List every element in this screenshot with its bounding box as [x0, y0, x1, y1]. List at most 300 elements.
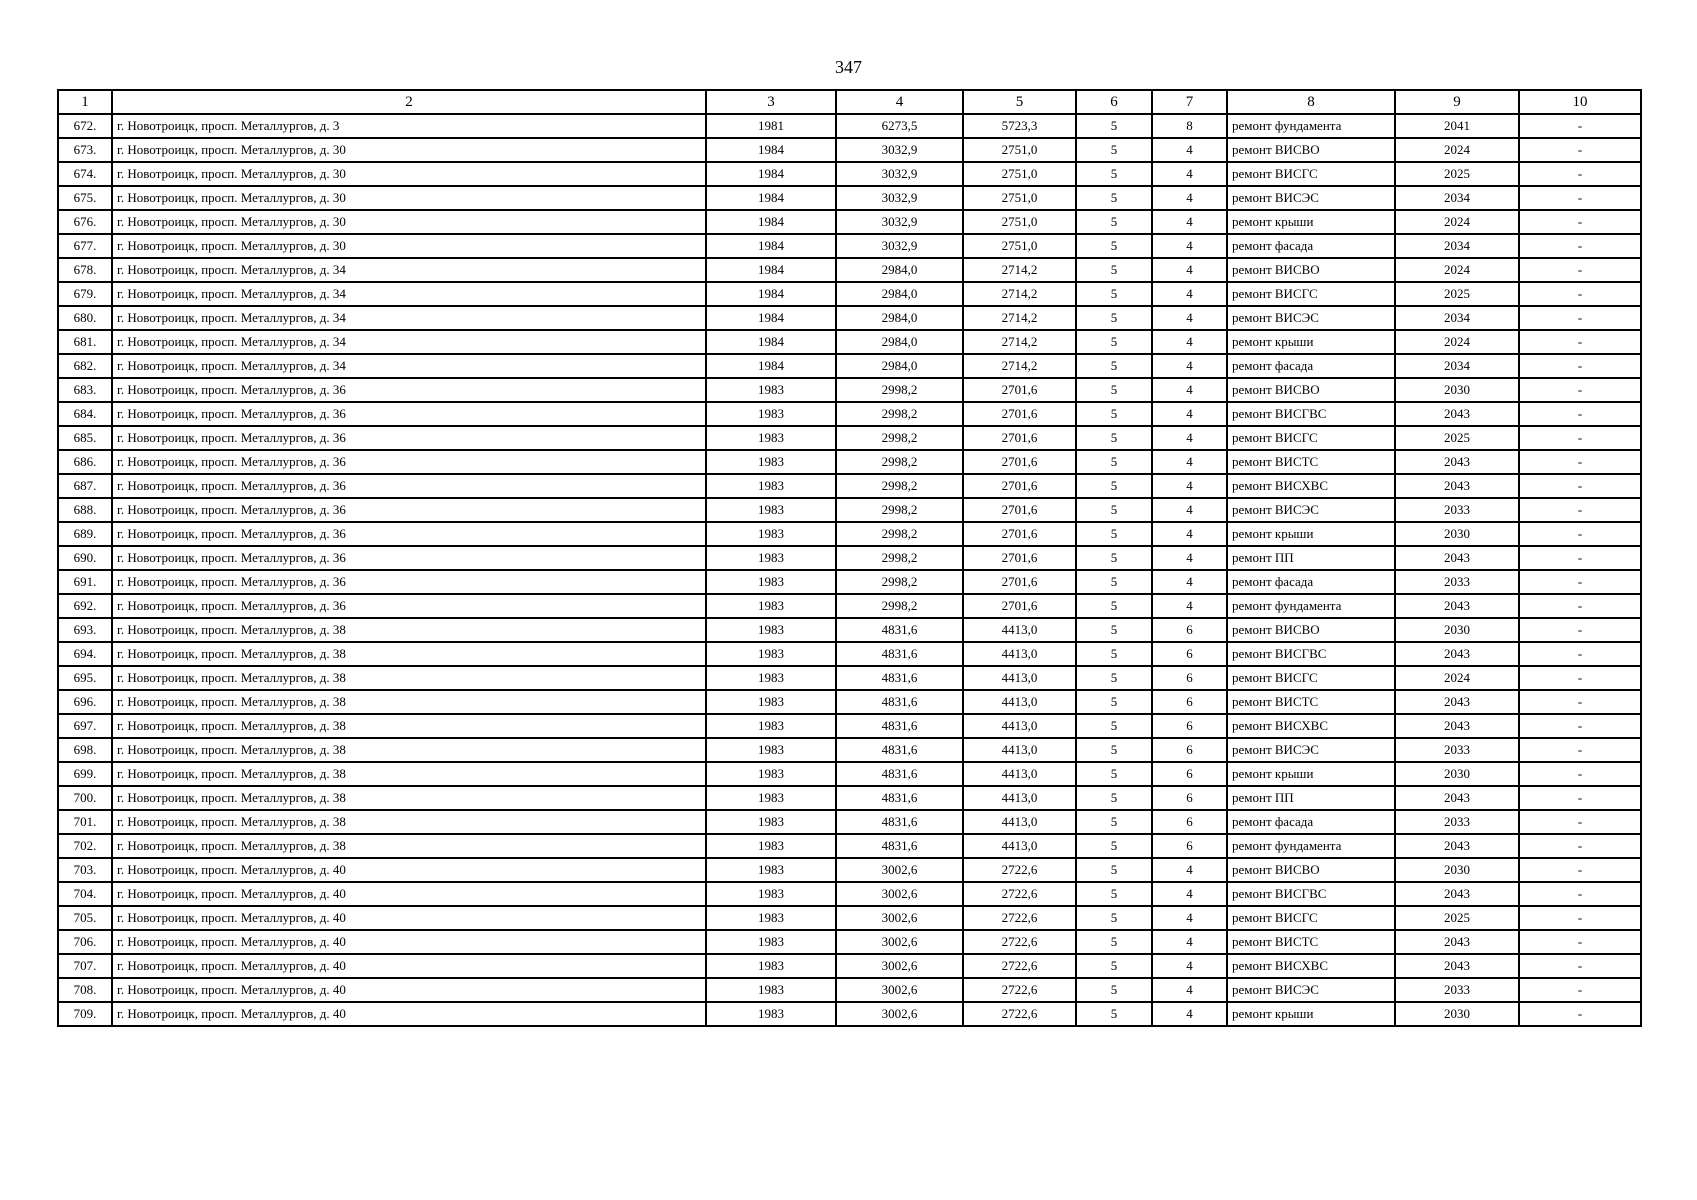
planned-year-cell: 2025	[1395, 162, 1519, 186]
year-built-cell: 1983	[706, 450, 836, 474]
address-cell: г. Новотроицк, просп. Металлургов, д. 38	[112, 642, 706, 666]
table-row	[58, 858, 1641, 882]
entrances-cell: 6	[1152, 666, 1227, 690]
row-number-cell: 708.	[58, 978, 112, 1002]
address-cell: г. Новотроицк, просп. Металлургов, д. 36	[112, 522, 706, 546]
row-number-cell: 698.	[58, 738, 112, 762]
living-area-cell: 2714,2	[963, 330, 1076, 354]
planned-year-cell: 2025	[1395, 426, 1519, 450]
living-area-cell: 2714,2	[963, 306, 1076, 330]
year-built-cell: 1984	[706, 210, 836, 234]
table-row	[58, 354, 1641, 378]
extra-cell: -	[1519, 234, 1641, 258]
total-area-cell: 4831,6	[836, 786, 963, 810]
work-type-cell: ремонт фундамента	[1227, 594, 1395, 618]
column-header-1: 1	[58, 90, 112, 114]
row-number-cell: 707.	[58, 954, 112, 978]
planned-year-cell: 2043	[1395, 834, 1519, 858]
extra-cell: -	[1519, 954, 1641, 978]
year-built-cell: 1983	[706, 858, 836, 882]
total-area-cell: 4831,6	[836, 762, 963, 786]
extra-cell: -	[1519, 810, 1641, 834]
row-number-cell: 688.	[58, 498, 112, 522]
extra-cell: -	[1519, 138, 1641, 162]
row-number-cell: 694.	[58, 642, 112, 666]
extra-cell: -	[1519, 834, 1641, 858]
living-area-cell: 4413,0	[963, 786, 1076, 810]
address-cell: г. Новотроицк, просп. Металлургов, д. 38	[112, 834, 706, 858]
floors-cell: 5	[1076, 282, 1152, 306]
floors-cell: 5	[1076, 762, 1152, 786]
year-built-cell: 1984	[706, 162, 836, 186]
total-area-cell: 3002,6	[836, 882, 963, 906]
entrances-cell: 4	[1152, 210, 1227, 234]
year-built-cell: 1983	[706, 882, 836, 906]
entrances-cell: 4	[1152, 882, 1227, 906]
living-area-cell: 2714,2	[963, 258, 1076, 282]
table-row	[58, 378, 1641, 402]
floors-cell: 5	[1076, 546, 1152, 570]
work-type-cell: ремонт ВИСГС	[1227, 666, 1395, 690]
work-type-cell: ремонт крыши	[1227, 762, 1395, 786]
row-number-cell: 697.	[58, 714, 112, 738]
year-built-cell: 1983	[706, 474, 836, 498]
row-number-cell: 699.	[58, 762, 112, 786]
work-type-cell: ремонт крыши	[1227, 522, 1395, 546]
column-header-5: 5	[963, 90, 1076, 114]
total-area-cell: 3002,6	[836, 858, 963, 882]
entrances-cell: 4	[1152, 234, 1227, 258]
extra-cell: -	[1519, 1002, 1641, 1026]
column-header-10: 10	[1519, 90, 1641, 114]
total-area-cell: 4831,6	[836, 642, 963, 666]
total-area-cell: 2998,2	[836, 402, 963, 426]
floors-cell: 5	[1076, 570, 1152, 594]
planned-year-cell: 2041	[1395, 114, 1519, 138]
address-cell: г. Новотроицк, просп. Металлургов, д. 30	[112, 210, 706, 234]
entrances-cell: 4	[1152, 1002, 1227, 1026]
year-built-cell: 1984	[706, 138, 836, 162]
floors-cell: 5	[1076, 906, 1152, 930]
address-cell: г. Новотроицк, просп. Металлургов, д. 30	[112, 162, 706, 186]
total-area-cell: 3032,9	[836, 210, 963, 234]
extra-cell: -	[1519, 858, 1641, 882]
planned-year-cell: 2033	[1395, 810, 1519, 834]
row-number-cell: 672.	[58, 114, 112, 138]
year-built-cell: 1983	[706, 426, 836, 450]
living-area-cell: 4413,0	[963, 666, 1076, 690]
living-area-cell: 2722,6	[963, 978, 1076, 1002]
floors-cell: 5	[1076, 402, 1152, 426]
planned-year-cell: 2043	[1395, 474, 1519, 498]
floors-cell: 5	[1076, 786, 1152, 810]
year-built-cell: 1984	[706, 282, 836, 306]
table-row	[58, 138, 1641, 162]
address-cell: г. Новотроицк, просп. Металлургов, д. 36	[112, 498, 706, 522]
floors-cell: 5	[1076, 738, 1152, 762]
living-area-cell: 4413,0	[963, 714, 1076, 738]
table-header-row	[58, 90, 1641, 114]
planned-year-cell: 2043	[1395, 690, 1519, 714]
extra-cell: -	[1519, 258, 1641, 282]
table-row	[58, 834, 1641, 858]
work-type-cell: ремонт ВИСТС	[1227, 690, 1395, 714]
floors-cell: 5	[1076, 642, 1152, 666]
total-area-cell: 4831,6	[836, 666, 963, 690]
work-type-cell: ремонт ВИСХВС	[1227, 714, 1395, 738]
floors-cell: 5	[1076, 954, 1152, 978]
year-built-cell: 1983	[706, 906, 836, 930]
table-row	[58, 474, 1641, 498]
work-type-cell: ремонт ПП	[1227, 546, 1395, 570]
row-number-cell: 678.	[58, 258, 112, 282]
address-cell: г. Новотроицк, просп. Металлургов, д. 38	[112, 738, 706, 762]
year-built-cell: 1983	[706, 1002, 836, 1026]
living-area-cell: 2701,6	[963, 450, 1076, 474]
living-area-cell: 2751,0	[963, 210, 1076, 234]
entrances-cell: 4	[1152, 306, 1227, 330]
entrances-cell: 4	[1152, 402, 1227, 426]
planned-year-cell: 2030	[1395, 378, 1519, 402]
living-area-cell: 2701,6	[963, 522, 1076, 546]
living-area-cell: 2701,6	[963, 474, 1076, 498]
living-area-cell: 2751,0	[963, 138, 1076, 162]
row-number-cell: 704.	[58, 882, 112, 906]
floors-cell: 5	[1076, 114, 1152, 138]
entrances-cell: 8	[1152, 114, 1227, 138]
entrances-cell: 4	[1152, 330, 1227, 354]
planned-year-cell: 2030	[1395, 858, 1519, 882]
planned-year-cell: 2024	[1395, 258, 1519, 282]
address-cell: г. Новотроицк, просп. Металлургов, д. 36	[112, 402, 706, 426]
table-row	[58, 810, 1641, 834]
work-type-cell: ремонт фасада	[1227, 810, 1395, 834]
table-row	[58, 162, 1641, 186]
table-row	[58, 882, 1641, 906]
address-cell: г. Новотроицк, просп. Металлургов, д. 36	[112, 378, 706, 402]
floors-cell: 5	[1076, 618, 1152, 642]
work-type-cell: ремонт фасада	[1227, 234, 1395, 258]
extra-cell: -	[1519, 786, 1641, 810]
year-built-cell: 1983	[706, 714, 836, 738]
entrances-cell: 6	[1152, 810, 1227, 834]
year-built-cell: 1984	[706, 258, 836, 282]
planned-year-cell: 2024	[1395, 210, 1519, 234]
floors-cell: 5	[1076, 930, 1152, 954]
table-row	[58, 546, 1641, 570]
living-area-cell: 2722,6	[963, 1002, 1076, 1026]
living-area-cell: 2751,0	[963, 234, 1076, 258]
planned-year-cell: 2043	[1395, 786, 1519, 810]
entrances-cell: 4	[1152, 162, 1227, 186]
work-type-cell: ремонт ВИСХВС	[1227, 954, 1395, 978]
living-area-cell: 5723,3	[963, 114, 1076, 138]
address-cell: г. Новотроицк, просп. Металлургов, д. 3	[112, 114, 706, 138]
total-area-cell: 2998,2	[836, 594, 963, 618]
table-row	[58, 282, 1641, 306]
extra-cell: -	[1519, 114, 1641, 138]
planned-year-cell: 2034	[1395, 354, 1519, 378]
extra-cell: -	[1519, 714, 1641, 738]
living-area-cell: 2701,6	[963, 498, 1076, 522]
total-area-cell: 2998,2	[836, 498, 963, 522]
table-row	[58, 786, 1641, 810]
extra-cell: -	[1519, 690, 1641, 714]
address-cell: г. Новотроицк, просп. Металлургов, д. 40	[112, 1002, 706, 1026]
table-row	[58, 258, 1641, 282]
total-area-cell: 6273,5	[836, 114, 963, 138]
entrances-cell: 4	[1152, 186, 1227, 210]
living-area-cell: 4413,0	[963, 738, 1076, 762]
table-row	[58, 714, 1641, 738]
extra-cell: -	[1519, 210, 1641, 234]
column-header-7: 7	[1152, 90, 1227, 114]
planned-year-cell: 2025	[1395, 906, 1519, 930]
floors-cell: 5	[1076, 498, 1152, 522]
extra-cell: -	[1519, 330, 1641, 354]
work-type-cell: ремонт ВИСТС	[1227, 930, 1395, 954]
planned-year-cell: 2043	[1395, 546, 1519, 570]
address-cell: г. Новотроицк, просп. Металлургов, д. 36	[112, 426, 706, 450]
living-area-cell: 2714,2	[963, 282, 1076, 306]
planned-year-cell: 2024	[1395, 666, 1519, 690]
address-cell: г. Новотроицк, просп. Металлургов, д. 38	[112, 666, 706, 690]
floors-cell: 5	[1076, 210, 1152, 234]
year-built-cell: 1984	[706, 186, 836, 210]
extra-cell: -	[1519, 618, 1641, 642]
extra-cell: -	[1519, 906, 1641, 930]
address-cell: г. Новотроицк, просп. Металлургов, д. 40	[112, 978, 706, 1002]
year-built-cell: 1983	[706, 618, 836, 642]
row-number-cell: 675.	[58, 186, 112, 210]
entrances-cell: 4	[1152, 570, 1227, 594]
work-type-cell: ремонт ВИСГС	[1227, 426, 1395, 450]
total-area-cell: 2998,2	[836, 522, 963, 546]
extra-cell: -	[1519, 570, 1641, 594]
address-cell: г. Новотроицк, просп. Металлургов, д. 36	[112, 570, 706, 594]
row-number-cell: 687.	[58, 474, 112, 498]
address-cell: г. Новотроицк, просп. Металлургов, д. 34	[112, 330, 706, 354]
year-built-cell: 1983	[706, 978, 836, 1002]
entrances-cell: 6	[1152, 762, 1227, 786]
table-row	[58, 234, 1641, 258]
row-number-cell: 701.	[58, 810, 112, 834]
address-cell: г. Новотроицк, просп. Металлургов, д. 30	[112, 234, 706, 258]
year-built-cell: 1983	[706, 930, 836, 954]
extra-cell: -	[1519, 498, 1641, 522]
planned-year-cell: 2043	[1395, 450, 1519, 474]
table-row	[58, 522, 1641, 546]
column-header-9: 9	[1395, 90, 1519, 114]
entrances-cell: 6	[1152, 618, 1227, 642]
extra-cell: -	[1519, 522, 1641, 546]
table-row	[58, 498, 1641, 522]
total-area-cell: 2984,0	[836, 282, 963, 306]
extra-cell: -	[1519, 378, 1641, 402]
row-number-cell: 691.	[58, 570, 112, 594]
work-type-cell: ремонт ВИСТС	[1227, 450, 1395, 474]
row-number-cell: 706.	[58, 930, 112, 954]
work-type-cell: ремонт ВИСГВС	[1227, 882, 1395, 906]
floors-cell: 5	[1076, 186, 1152, 210]
work-type-cell: ремонт крыши	[1227, 1002, 1395, 1026]
row-number-cell: 690.	[58, 546, 112, 570]
total-area-cell: 2998,2	[836, 450, 963, 474]
work-type-cell: ремонт крыши	[1227, 210, 1395, 234]
total-area-cell: 3032,9	[836, 234, 963, 258]
floors-cell: 5	[1076, 258, 1152, 282]
column-header-3: 3	[706, 90, 836, 114]
living-area-cell: 2722,6	[963, 930, 1076, 954]
work-type-cell: ремонт ВИСЭС	[1227, 186, 1395, 210]
planned-year-cell: 2030	[1395, 618, 1519, 642]
entrances-cell: 4	[1152, 498, 1227, 522]
table-row	[58, 906, 1641, 930]
total-area-cell: 3032,9	[836, 162, 963, 186]
planned-year-cell: 2034	[1395, 306, 1519, 330]
planned-year-cell: 2043	[1395, 714, 1519, 738]
planned-year-cell: 2043	[1395, 402, 1519, 426]
living-area-cell: 2722,6	[963, 858, 1076, 882]
planned-year-cell: 2030	[1395, 1002, 1519, 1026]
entrances-cell: 4	[1152, 258, 1227, 282]
total-area-cell: 3032,9	[836, 138, 963, 162]
floors-cell: 5	[1076, 234, 1152, 258]
table-row	[58, 594, 1641, 618]
planned-year-cell: 2025	[1395, 282, 1519, 306]
address-cell: г. Новотроицк, просп. Металлургов, д. 38	[112, 810, 706, 834]
living-area-cell: 2701,6	[963, 402, 1076, 426]
row-number-cell: 685.	[58, 426, 112, 450]
total-area-cell: 2984,0	[836, 354, 963, 378]
work-type-cell: ремонт ВИСЭС	[1227, 498, 1395, 522]
floors-cell: 5	[1076, 522, 1152, 546]
work-type-cell: ремонт ВИСГВС	[1227, 402, 1395, 426]
extra-cell: -	[1519, 978, 1641, 1002]
floors-cell: 5	[1076, 978, 1152, 1002]
column-header-2: 2	[112, 90, 706, 114]
table-row	[58, 1002, 1641, 1026]
floors-cell: 5	[1076, 666, 1152, 690]
total-area-cell: 3002,6	[836, 978, 963, 1002]
year-built-cell: 1983	[706, 546, 836, 570]
entrances-cell: 6	[1152, 642, 1227, 666]
floors-cell: 5	[1076, 834, 1152, 858]
planned-year-cell: 2043	[1395, 642, 1519, 666]
entrances-cell: 4	[1152, 474, 1227, 498]
extra-cell: -	[1519, 882, 1641, 906]
total-area-cell: 4831,6	[836, 618, 963, 642]
row-number-cell: 709.	[58, 1002, 112, 1026]
total-area-cell: 3002,6	[836, 1002, 963, 1026]
entrances-cell: 4	[1152, 282, 1227, 306]
total-area-cell: 2984,0	[836, 306, 963, 330]
work-type-cell: ремонт ВИСВО	[1227, 618, 1395, 642]
floors-cell: 5	[1076, 714, 1152, 738]
table-row	[58, 426, 1641, 450]
living-area-cell: 2751,0	[963, 186, 1076, 210]
floors-cell: 5	[1076, 306, 1152, 330]
floors-cell: 5	[1076, 810, 1152, 834]
work-type-cell: ремонт ВИСГВС	[1227, 642, 1395, 666]
living-area-cell: 2714,2	[963, 354, 1076, 378]
row-number-cell: 677.	[58, 234, 112, 258]
address-cell: г. Новотроицк, просп. Металлургов, д. 34	[112, 258, 706, 282]
work-type-cell: ремонт ВИСВО	[1227, 378, 1395, 402]
entrances-cell: 4	[1152, 378, 1227, 402]
address-cell: г. Новотроицк, просп. Металлургов, д. 40	[112, 906, 706, 930]
address-cell: г. Новотроицк, просп. Металлургов, д. 38	[112, 690, 706, 714]
address-cell: г. Новотроицк, просп. Металлургов, д. 36	[112, 594, 706, 618]
living-area-cell: 4413,0	[963, 810, 1076, 834]
address-cell: г. Новотроицк, просп. Металлургов, д. 38	[112, 786, 706, 810]
address-cell: г. Новотроицк, просп. Металлургов, д. 34	[112, 354, 706, 378]
total-area-cell: 2984,0	[836, 258, 963, 282]
living-area-cell: 4413,0	[963, 642, 1076, 666]
year-built-cell: 1984	[706, 354, 836, 378]
extra-cell: -	[1519, 930, 1641, 954]
total-area-cell: 2998,2	[836, 546, 963, 570]
address-cell: г. Новотроицк, просп. Металлургов, д. 34	[112, 282, 706, 306]
planned-year-cell: 2030	[1395, 522, 1519, 546]
living-area-cell: 2701,6	[963, 546, 1076, 570]
floors-cell: 5	[1076, 162, 1152, 186]
work-type-cell: ремонт крыши	[1227, 330, 1395, 354]
entrances-cell: 4	[1152, 906, 1227, 930]
row-number-cell: 680.	[58, 306, 112, 330]
floors-cell: 5	[1076, 1002, 1152, 1026]
address-cell: г. Новотроицк, просп. Металлургов, д. 30	[112, 138, 706, 162]
work-type-cell: ремонт ПП	[1227, 786, 1395, 810]
year-built-cell: 1983	[706, 666, 836, 690]
row-number-cell: 684.	[58, 402, 112, 426]
living-area-cell: 2722,6	[963, 882, 1076, 906]
floors-cell: 5	[1076, 858, 1152, 882]
address-cell: г. Новотроицк, просп. Металлургов, д. 36	[112, 450, 706, 474]
planned-year-cell: 2024	[1395, 138, 1519, 162]
row-number-cell: 686.	[58, 450, 112, 474]
entrances-cell: 6	[1152, 690, 1227, 714]
year-built-cell: 1983	[706, 378, 836, 402]
living-area-cell: 2701,6	[963, 594, 1076, 618]
extra-cell: -	[1519, 162, 1641, 186]
entrances-cell: 4	[1152, 522, 1227, 546]
year-built-cell: 1983	[706, 834, 836, 858]
planned-year-cell: 2043	[1395, 882, 1519, 906]
floors-cell: 5	[1076, 594, 1152, 618]
entrances-cell: 4	[1152, 930, 1227, 954]
table-row	[58, 402, 1641, 426]
table-row	[58, 690, 1641, 714]
extra-cell: -	[1519, 666, 1641, 690]
work-type-cell: ремонт ВИСЭС	[1227, 738, 1395, 762]
total-area-cell: 4831,6	[836, 738, 963, 762]
extra-cell: -	[1519, 738, 1641, 762]
address-cell: г. Новотроицк, просп. Металлургов, д. 34	[112, 306, 706, 330]
extra-cell: -	[1519, 594, 1641, 618]
extra-cell: -	[1519, 762, 1641, 786]
planned-year-cell: 2043	[1395, 594, 1519, 618]
living-area-cell: 2722,6	[963, 954, 1076, 978]
living-area-cell: 2701,6	[963, 426, 1076, 450]
year-built-cell: 1984	[706, 234, 836, 258]
total-area-cell: 4831,6	[836, 834, 963, 858]
table-row	[58, 762, 1641, 786]
year-built-cell: 1983	[706, 402, 836, 426]
planned-year-cell: 2024	[1395, 330, 1519, 354]
floors-cell: 5	[1076, 690, 1152, 714]
total-area-cell: 4831,6	[836, 810, 963, 834]
